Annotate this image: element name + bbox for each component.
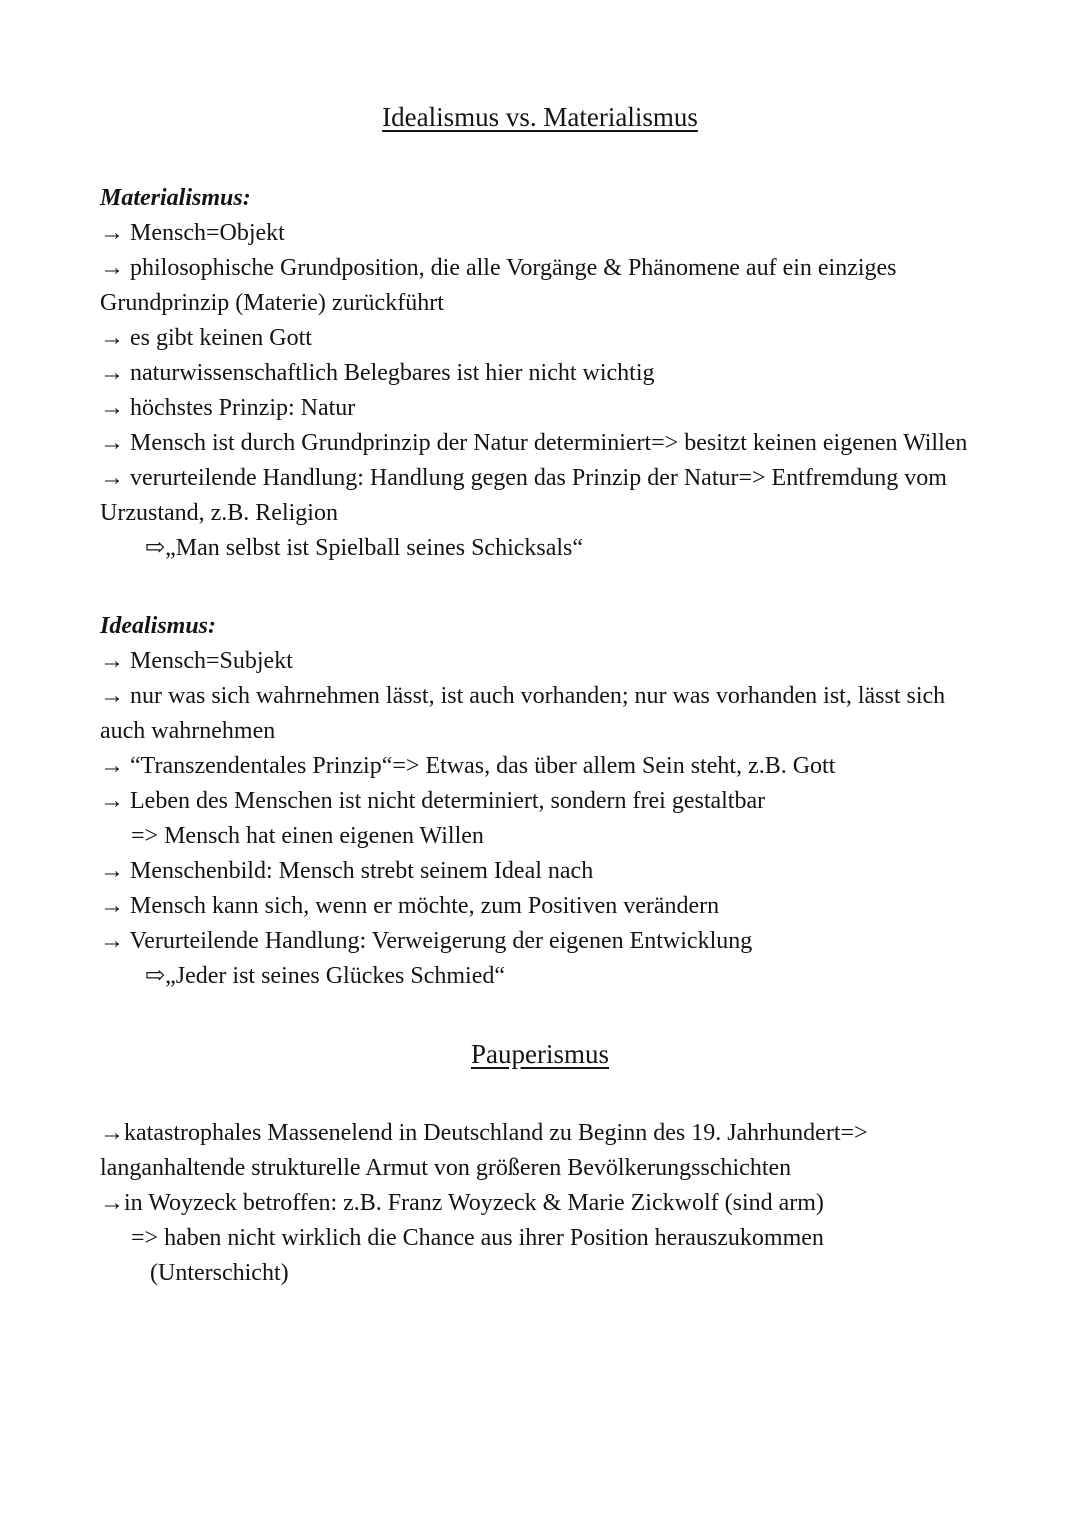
idealismus-bullet-4: → Leben des Menschen ist nicht determiniert, sondern frei gestaltbar: [100, 788, 766, 814]
materialismus-bullet-4: → naturwissenschaftlich Belegbares ist hier nicht wichtig: [100, 360, 655, 386]
idealismus-bullet-5: → Menschenbild: Mensch strebt seinem Ideal nach: [100, 858, 594, 884]
idealismus-heading: Idealismus:: [100, 613, 217, 639]
idealismus-subline: => Mensch hat einen eigenen Willen: [131, 823, 484, 849]
idealismus-quote: ⇨„Jeder ist seines Glückes Schmied“: [145, 963, 506, 989]
materialismus-bullet-3: → es gibt keinen Gott: [100, 325, 312, 351]
materialismus-bullet-7: → verurteilende Handlung: Handlung gegen das Prinzip der Natur=> Entfremdung vom Urzustand, z.B. Religion: [100, 465, 947, 526]
section-idealismus: [100, 609, 980, 994]
materialismus-quote: ⇨„Man selbst ist Spielball seines Schicksals“: [145, 535, 584, 561]
page-title: Idealismus vs. Materialismus: [382, 102, 698, 132]
idealismus-bullet-6: → Mensch kann sich, wenn er möchte, zum Positiven verändern: [100, 893, 720, 919]
section-materialismus: [100, 181, 980, 566]
pauperismus-title: Pauperismus: [471, 1039, 609, 1069]
materialismus-bullet-6: → Mensch ist durch Grundprinzip der Natur determiniert=> besitzt keinen eigenen Willen: [100, 430, 968, 456]
section-pauperismus: [100, 1116, 980, 1291]
materialismus-bullet-1: → Mensch=Objekt: [100, 220, 285, 246]
idealismus-bullet-7: → Verurteilende Handlung: Verweigerung der eigenen Entwicklung: [100, 928, 753, 954]
materialismus-heading: Materialismus:: [100, 185, 251, 211]
materialismus-bullet-2: → philosophische Grundposition, die alle Vorgänge & Phänomene auf ein einziges Grundprinzip (Materie) zurückführt: [100, 255, 897, 316]
idealismus-bullet-1: → Mensch=Subjekt: [100, 648, 293, 674]
materialismus-bullet-5: → höchstes Prinzip: Natur: [100, 395, 356, 421]
pauperismus-subline: => haben nicht wirklich die Chance aus ihrer Position herauszukommen: [131, 1225, 824, 1251]
pauperismus-note: (Unterschicht): [150, 1260, 289, 1286]
pauperismus-bullet-2: →in Woyzeck betroffen: z.B. Franz Woyzeck & Marie Zickwolf (sind arm): [100, 1190, 824, 1216]
pauperismus-bullet-1: →katastrophales Massenelend in Deutschland zu Beginn des 19. Jahrhundert=> langanhaltende strukturelle Armut von größeren Bevölkerungsschichten: [100, 1120, 868, 1181]
idealismus-bullet-2: → nur was sich wahrnehmen lässt, ist auch vorhanden; nur was vorhanden ist, lässt sich auch wahrnehmen: [100, 683, 946, 744]
idealismus-bullet-3: → “Transzendentales Prinzip“=> Etwas, das über allem Sein steht, z.B. Gott: [100, 753, 836, 779]
